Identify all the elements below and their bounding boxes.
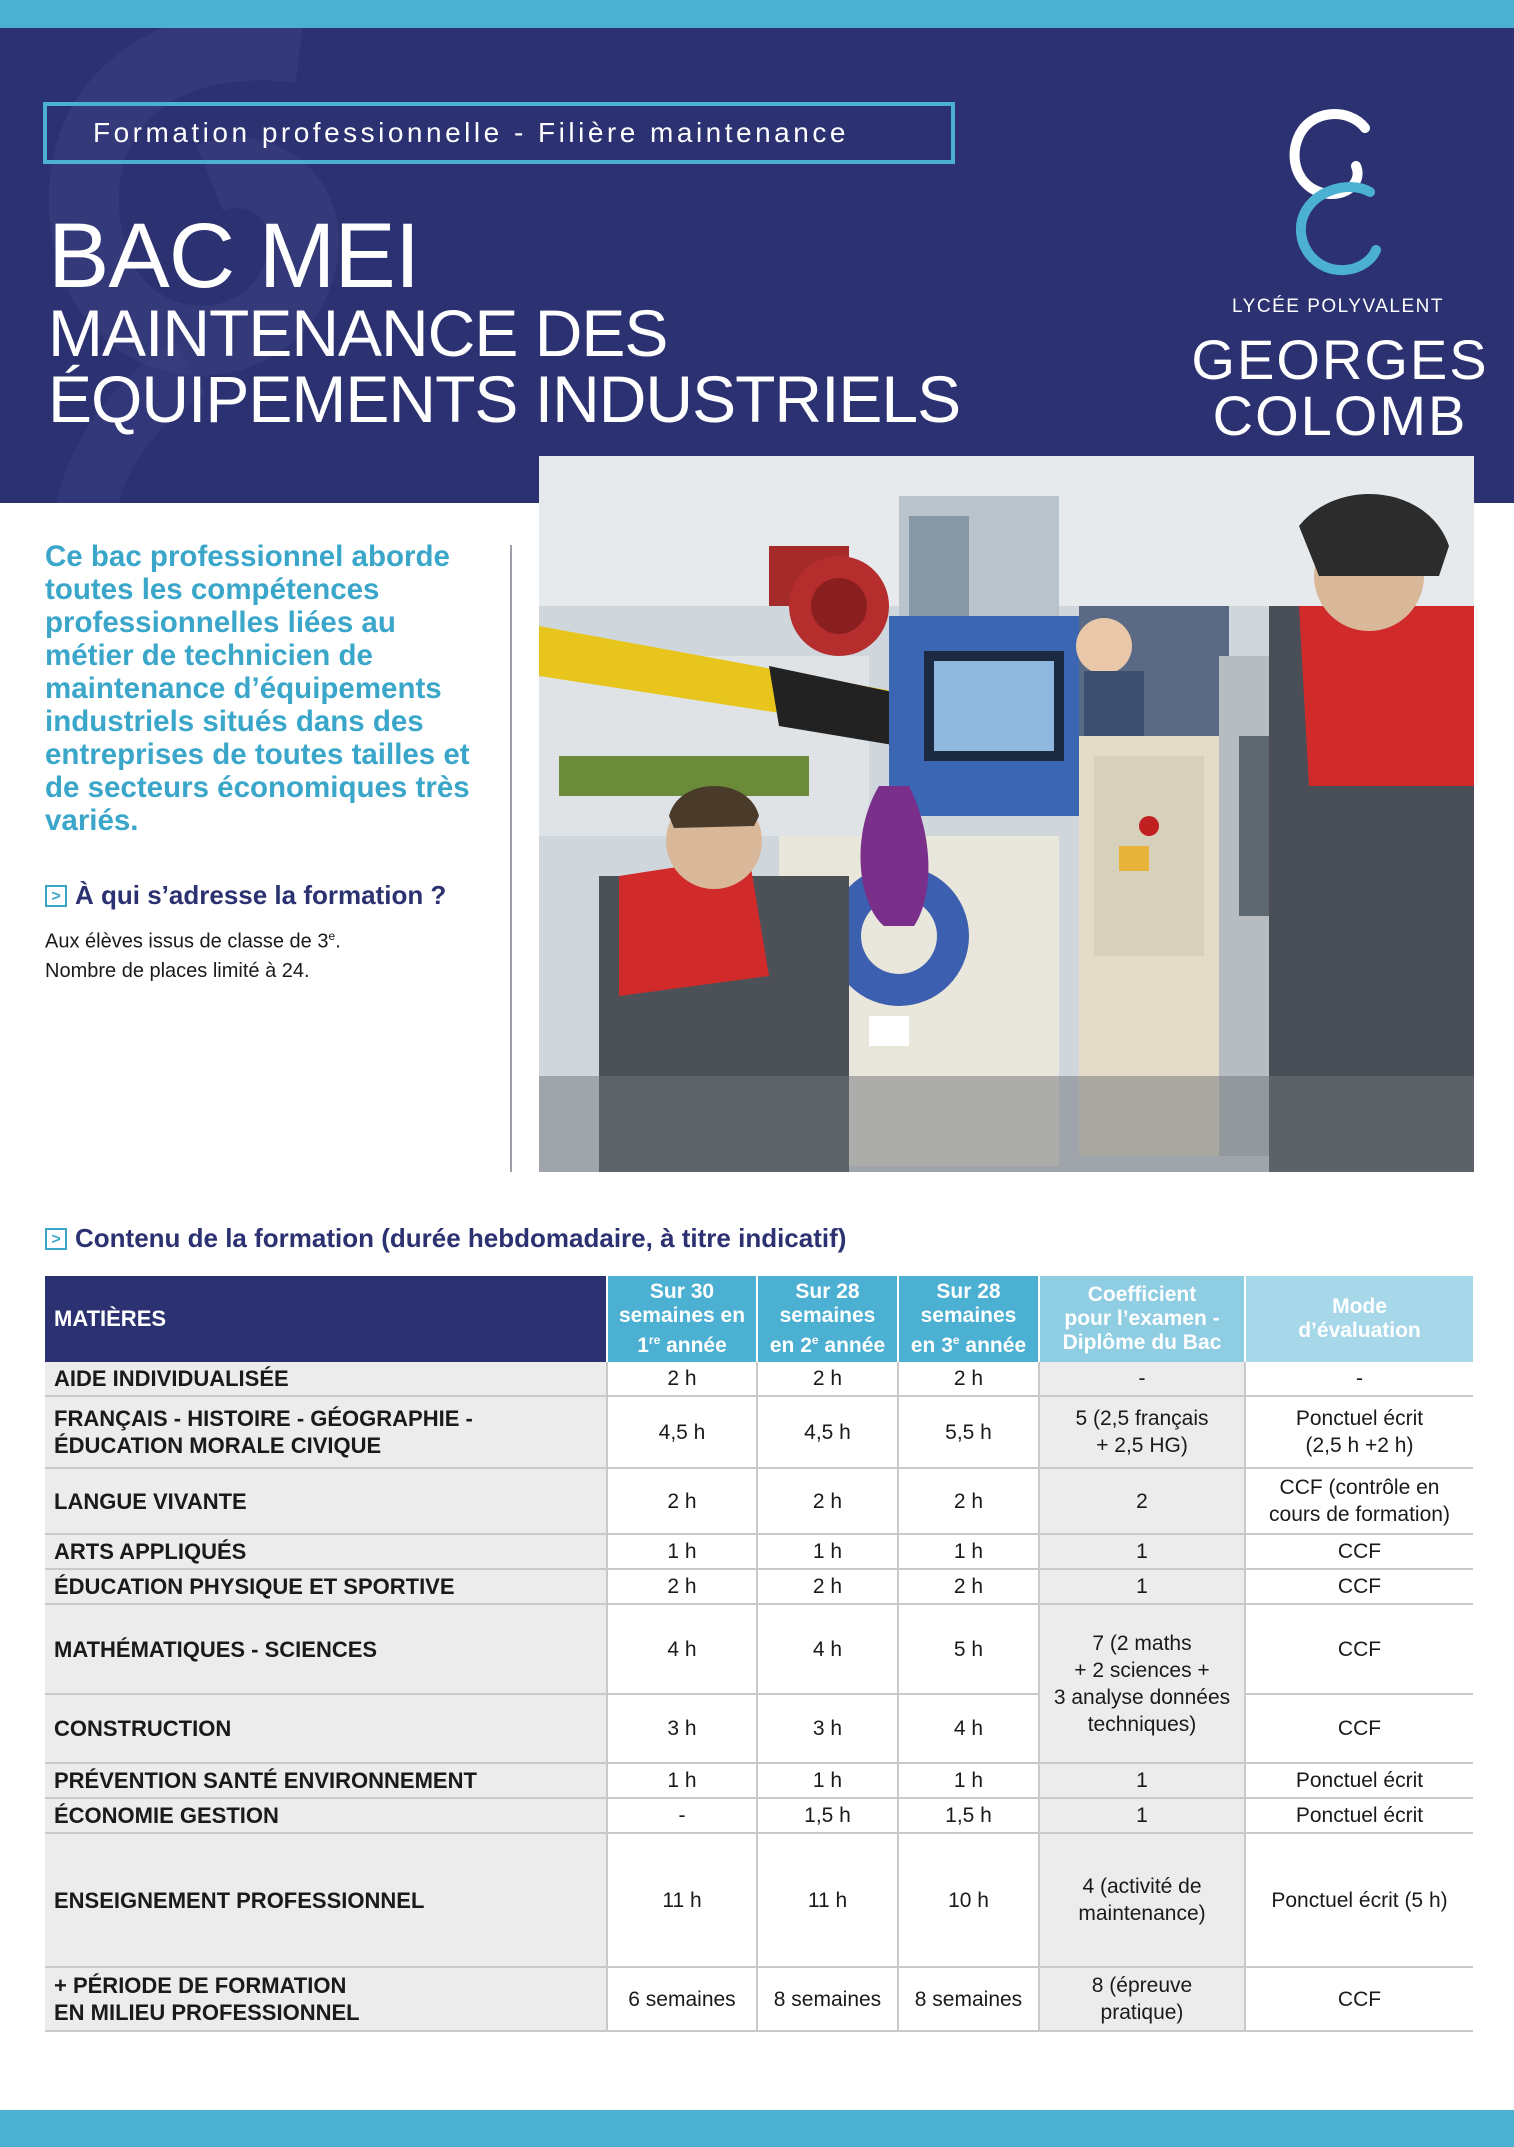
header-year-1-line-3 [608, 1328, 756, 1358]
coefficient: 2 [1039, 1468, 1245, 1534]
hours-year-3: 8 semaines [898, 1967, 1039, 2031]
header-year-3-num: en 3 [910, 1334, 953, 1357]
subject-name: ÉCONOMIE GESTION [45, 1798, 607, 1833]
table-row [45, 1694, 1473, 1763]
header-mode [1245, 1276, 1473, 1362]
audience-line-1 [45, 922, 341, 957]
bottom-stripe [0, 2110, 1514, 2147]
header-year-3-line-1: Sur 28 [936, 1280, 1001, 1303]
coefficient: 1 [1039, 1798, 1245, 1833]
audience-line-1-suffix: . [335, 930, 341, 953]
hours-year-2: 4 h [757, 1604, 898, 1694]
header-year-3-word: année [959, 1334, 1027, 1357]
hours-year-1: 1 h [607, 1763, 757, 1798]
evaluation-mode-line-1: CCF (contrôle en [1279, 1476, 1440, 1499]
header-subjects: MATIÈRES [45, 1276, 607, 1362]
content-heading-text: Contenu de la formation (durée hebdomadaire, à titre indicatif) [75, 1223, 847, 1253]
header-year-3-line-2: semaines [920, 1304, 1017, 1327]
subject-name: ENSEIGNEMENT PROFESSIONNEL [45, 1833, 607, 1967]
hours-year-1: 1 h [607, 1534, 757, 1569]
header-year-2-sup: e [811, 1333, 819, 1347]
hours-year-2: 2 h [757, 1569, 898, 1604]
table-row [45, 1798, 1473, 1833]
hours-year-2: 4,5 h [757, 1396, 898, 1468]
subject-name-line-2: EN MILIEU PROFESSIONNEL [54, 2000, 360, 2025]
table-row [45, 1362, 1473, 1396]
table-header-row [45, 1276, 1473, 1362]
coefficient-line-1: 7 (2 maths [1092, 1631, 1192, 1655]
header-coef-line-1: Coefficient [1087, 1283, 1197, 1306]
hours-year-1: 4 h [607, 1604, 757, 1694]
subject-name: PRÉVENTION SANTÉ ENVIRONNEMENT [45, 1763, 607, 1798]
coefficient-line-2: + 2 sciences + [1074, 1658, 1210, 1682]
logo-subtitle: LYCÉE POLYVALENT [1232, 296, 1444, 317]
evaluation-mode-line-2: cours de formation) [1269, 1503, 1450, 1526]
evaluation-mode: CCF [1245, 1569, 1473, 1604]
hours-year-3: 1,5 h [898, 1798, 1039, 1833]
coefficient-line-2: maintenance) [1078, 1902, 1206, 1925]
evaluation-mode-line-1: Ponctuel écrit [1295, 1407, 1424, 1430]
hours-year-1: 2 h [607, 1362, 757, 1396]
coefficient-line-3: 3 analyse données [1053, 1685, 1231, 1709]
title-line-3: ÉQUIPEMENTS INDUSTRIELS [48, 362, 961, 436]
table-row [45, 1468, 1473, 1534]
header-year-2-line-3 [758, 1328, 897, 1358]
hours-year-1: 2 h [607, 1468, 757, 1534]
table-row [45, 1604, 1473, 1694]
evaluation-mode [1245, 1468, 1473, 1534]
evaluation-mode: CCF [1245, 1967, 1473, 2031]
hours-year-1: 4,5 h [607, 1396, 757, 1468]
table-row [45, 1967, 1473, 2031]
subject-name [45, 1396, 607, 1468]
subject-name-line-1: FRANÇAIS - HISTOIRE - GÉOGRAPHIE - [54, 1406, 473, 1431]
header-coefficient [1039, 1276, 1245, 1362]
workshop-photo [539, 456, 1474, 1172]
header-coef-line-2: pour l’examen - [1064, 1307, 1220, 1330]
table-row [45, 1833, 1473, 1967]
evaluation-mode-line-2: (2,5 h +2 h) [1305, 1434, 1414, 1457]
vertical-divider [510, 545, 512, 1172]
header-year-2-line-1: Sur 28 [795, 1280, 860, 1303]
hours-year-3: 5,5 h [898, 1396, 1039, 1468]
evaluation-mode [1245, 1396, 1473, 1468]
header-year-1-line-2: semaines en [618, 1304, 746, 1327]
arrow-box-icon: > [45, 885, 67, 907]
hours-year-3: 1 h [898, 1763, 1039, 1798]
hours-year-2: 8 semaines [757, 1967, 898, 2031]
subject-name: CONSTRUCTION [45, 1694, 607, 1763]
coefficient: 1 [1039, 1763, 1245, 1798]
header-year-1-sup: re [648, 1333, 661, 1347]
top-stripe [0, 0, 1514, 28]
hours-year-1: 3 h [607, 1694, 757, 1763]
audience-line-1-sup: e [328, 929, 336, 943]
title-line-2: MAINTENANCE DES [48, 296, 668, 370]
coefficient-line-2: pratique) [1100, 2001, 1184, 2024]
hours-year-1: 11 h [607, 1833, 757, 1967]
hours-year-1: - [607, 1798, 757, 1833]
evaluation-mode: Ponctuel écrit [1245, 1763, 1473, 1798]
evaluation-mode: Ponctuel écrit (5 h) [1245, 1833, 1473, 1967]
tagline-box [43, 102, 955, 164]
title-line-1: BAC MEI [48, 205, 420, 307]
hours-year-2: 3 h [757, 1694, 898, 1763]
table-row [45, 1534, 1473, 1569]
hours-year-2: 2 h [757, 1468, 898, 1534]
header-year-2-word: année [818, 1334, 886, 1357]
intro-paragraph: Ce bac professionnel aborde toutes les compétences professionnelles liées au métier de technicien de maintenance d’équipements industriels situés dans des entreprises de toutes tailles et de secteurs économiques très variés. [45, 540, 470, 837]
hours-year-3: 2 h [898, 1468, 1039, 1534]
hours-year-1: 6 semaines [607, 1967, 757, 2031]
audience-line-2: Nombre de places limité à 24. [45, 959, 310, 982]
evaluation-mode: CCF [1245, 1604, 1473, 1694]
header-mode-line-2: d’évaluation [1298, 1319, 1421, 1342]
table-row [45, 1569, 1473, 1604]
evaluation-mode: CCF [1245, 1694, 1473, 1763]
header-year-3-line-3 [899, 1328, 1038, 1358]
header-year-1 [607, 1276, 757, 1362]
subject-name [45, 1967, 607, 2031]
logo-name-line-1: GEORGES [1191, 328, 1489, 391]
subject-name: AIDE INDIVIDUALISÉE [45, 1362, 607, 1396]
coefficient: 1 [1039, 1534, 1245, 1569]
header-year-2-num: en 2 [769, 1334, 812, 1357]
coefficient [1039, 1604, 1245, 1763]
coefficient-line-1: 5 (2,5 français [1075, 1407, 1209, 1430]
header-year-1-word: année [660, 1334, 727, 1357]
coefficient-line-1: 4 (activité de [1082, 1875, 1202, 1898]
subject-name: ARTS APPLIQUÉS [45, 1534, 607, 1569]
hours-year-2: 1,5 h [757, 1798, 898, 1833]
header-year-1-num: 1 [637, 1334, 649, 1357]
tagline-text: Formation professionnelle - Filière maintenance [93, 117, 849, 148]
coefficient: 1 [1039, 1569, 1245, 1604]
audience-text [45, 922, 341, 986]
lycee-logo-icon [1270, 100, 1390, 280]
table-row [45, 1396, 1473, 1468]
subject-name: ÉDUCATION PHYSIQUE ET SPORTIVE [45, 1569, 607, 1604]
hours-year-2: 1 h [757, 1534, 898, 1569]
hours-year-3: 10 h [898, 1833, 1039, 1967]
header-year-3 [898, 1276, 1039, 1362]
evaluation-mode: - [1245, 1362, 1473, 1396]
hours-year-2: 11 h [757, 1833, 898, 1967]
hours-year-3: 2 h [898, 1362, 1039, 1396]
coefficient [1039, 1396, 1245, 1468]
workshop-illustration [539, 456, 1474, 1172]
coefficient: - [1039, 1362, 1245, 1396]
header-mode-line-1: Mode [1332, 1295, 1387, 1318]
audience-heading [45, 880, 446, 911]
content-heading [45, 1223, 846, 1254]
subject-name: MATHÉMATIQUES - SCIENCES [45, 1604, 607, 1694]
hours-year-3: 5 h [898, 1604, 1039, 1694]
curriculum-table [45, 1276, 1473, 2032]
coefficient-line-4: techniques) [1087, 1712, 1197, 1736]
hours-year-3: 2 h [898, 1569, 1039, 1604]
audience-line-1-text: Aux élèves issus de classe de 3 [45, 930, 329, 953]
coefficient [1039, 1833, 1245, 1967]
subject-name-line-1: + PÉRIODE DE FORMATION [54, 1973, 347, 1998]
subject-name-line-2: ÉDUCATION MORALE CIVIQUE [54, 1433, 382, 1458]
header-banner [0, 28, 1514, 503]
coefficient-line-2: + 2,5 HG) [1096, 1434, 1188, 1457]
hours-year-3: 1 h [898, 1534, 1039, 1569]
logo-name [1170, 328, 1510, 447]
evaluation-mode: Ponctuel écrit [1245, 1798, 1473, 1833]
coefficient-line-1: 8 (épreuve [1091, 1974, 1193, 1997]
header-year-2-line-2: semaines [779, 1304, 876, 1327]
header-coef-line-3: Diplôme du Bac [1062, 1331, 1222, 1354]
arrow-box-icon: > [45, 1228, 67, 1250]
hours-year-2: 1 h [757, 1763, 898, 1798]
header-year-2 [757, 1276, 898, 1362]
hours-year-2: 2 h [757, 1362, 898, 1396]
subject-name: LANGUE VIVANTE [45, 1468, 607, 1534]
hours-year-1: 2 h [607, 1569, 757, 1604]
table-row [45, 1763, 1473, 1798]
evaluation-mode: CCF [1245, 1534, 1473, 1569]
header-year-3-sup: e [952, 1333, 960, 1347]
header-year-1-line-1: Sur 30 [649, 1280, 715, 1303]
logo-name-line-2: COLOMB [1212, 384, 1468, 447]
hours-year-3: 4 h [898, 1694, 1039, 1763]
audience-heading-text: À qui s’adresse la formation ? [75, 880, 447, 910]
coefficient [1039, 1967, 1245, 2031]
